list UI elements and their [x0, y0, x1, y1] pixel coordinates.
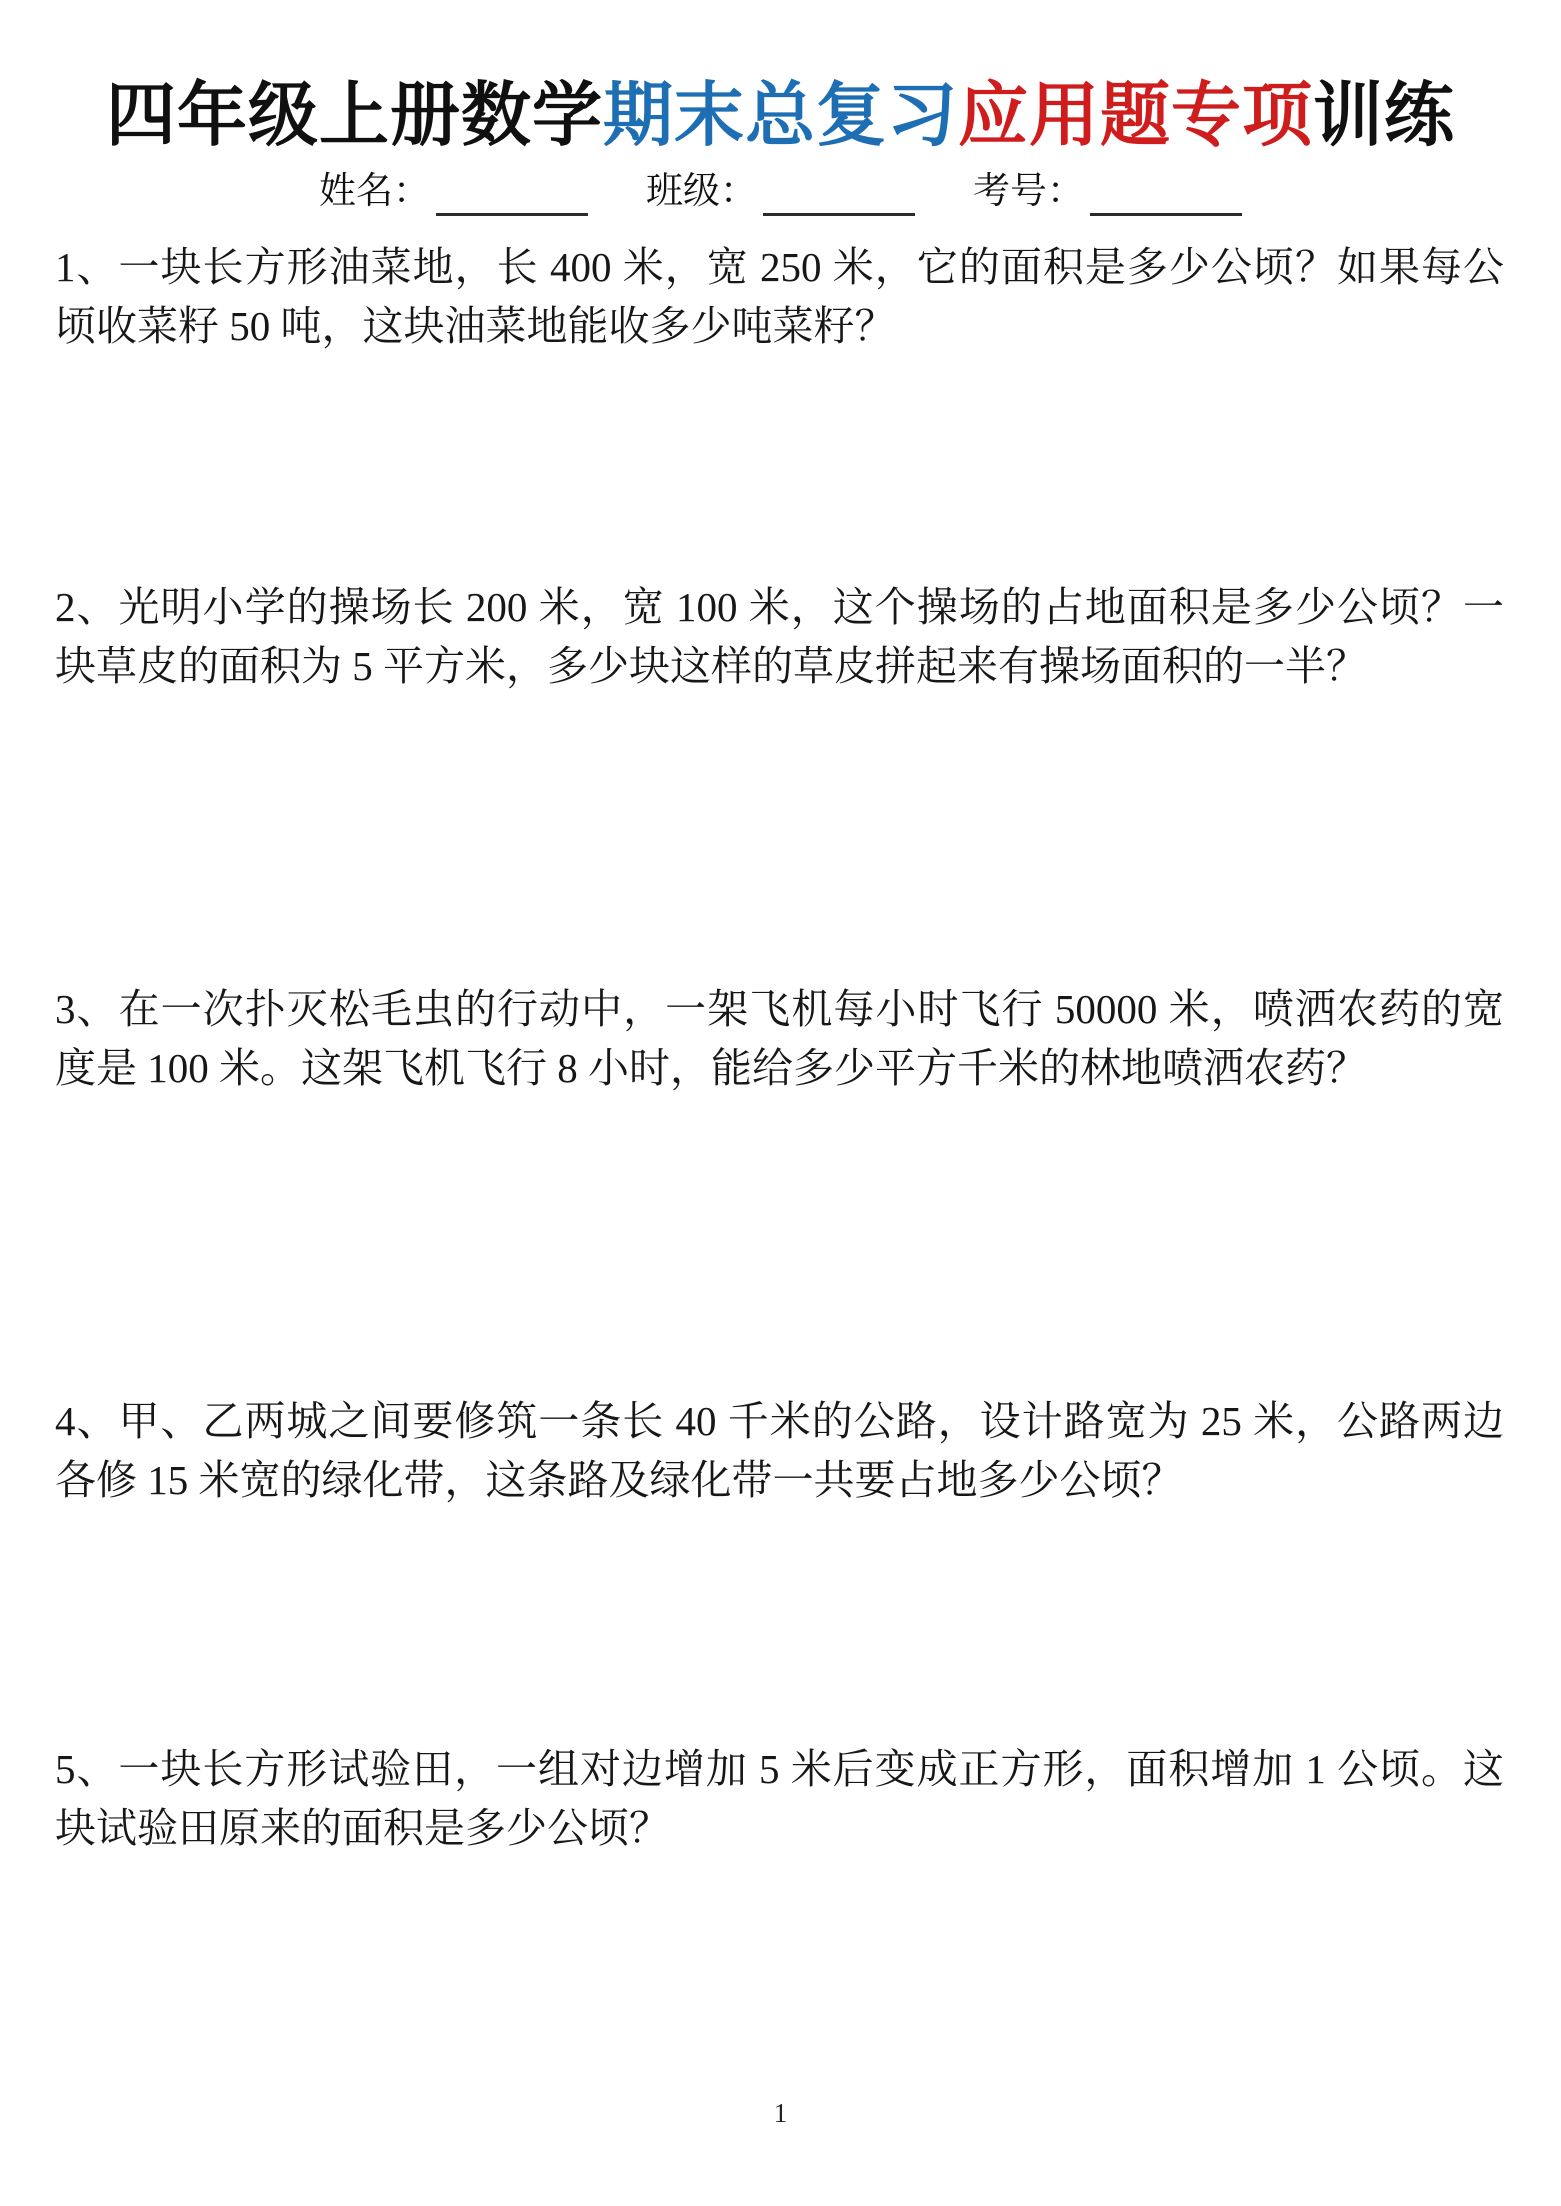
- exam-no-label: 考号：: [973, 171, 1084, 212]
- problem-number: 3、: [55, 986, 119, 1032]
- problem-number: 2、: [55, 584, 119, 630]
- title-segment-review: 期末总复习: [603, 76, 958, 154]
- problem-5: [55, 1740, 1504, 1858]
- class-field: [646, 168, 915, 216]
- class-label: 班级：: [646, 171, 757, 212]
- exam-no-blank: [1090, 179, 1242, 216]
- problem-3: [55, 980, 1504, 1098]
- student-info-row: [0, 168, 1561, 216]
- name-blank: [436, 179, 588, 216]
- title-segment-topic: 应用题专项: [958, 76, 1313, 154]
- title-segment-training: 训练: [1313, 76, 1455, 154]
- title-segment-grade: 四年级上册数学: [106, 76, 603, 154]
- problem-number: 1、: [55, 244, 119, 290]
- problem-2: [55, 578, 1504, 696]
- exam-no-field: [973, 168, 1242, 216]
- problem-number: 4、: [55, 1398, 119, 1444]
- name-label: 姓名：: [319, 171, 430, 212]
- problem-text: 在一次扑灭松毛虫的行动中，一架飞机每小时飞行 50000 米，喷洒农药的宽度是 100 米。这架飞机飞行 8 小时，能给多少平方千米的林地喷洒农药？: [55, 986, 1504, 1091]
- problem-text: 甲、乙两城之间要修筑一条长 40 千米的公路，设计路宽为 25 米，公路两边各修 15 米宽的绿化带，这条路及绿化带一共要占地多少公顷？: [55, 1398, 1505, 1503]
- page-number: 1: [773, 2098, 788, 2128]
- problem-1: [55, 238, 1504, 356]
- problem-text: 一块长方形油菜地，长 400 米，宽 250 米，它的面积是多少公顷？如果每公顷收菜籽 50 吨，这块油菜地能收多少吨菜籽？: [55, 244, 1504, 349]
- problem-text: 光明小学的操场长 200 米，宽 100 米，这个操场的占地面积是多少公顷？一块草皮的面积为 5 平方米，多少块这样的草皮拼起来有操场面积的一半？: [55, 584, 1504, 689]
- page-title: [0, 72, 1561, 158]
- name-field: [319, 168, 588, 216]
- problem-number: 5、: [55, 1746, 119, 1792]
- class-blank: [763, 179, 915, 216]
- problem-text: 一块长方形试验田，一组对边增加 5 米后变成正方形，面积增加 1 公顷。这块试验田原来的面积是多少公顷？: [55, 1746, 1505, 1851]
- problem-4: [55, 1392, 1504, 1510]
